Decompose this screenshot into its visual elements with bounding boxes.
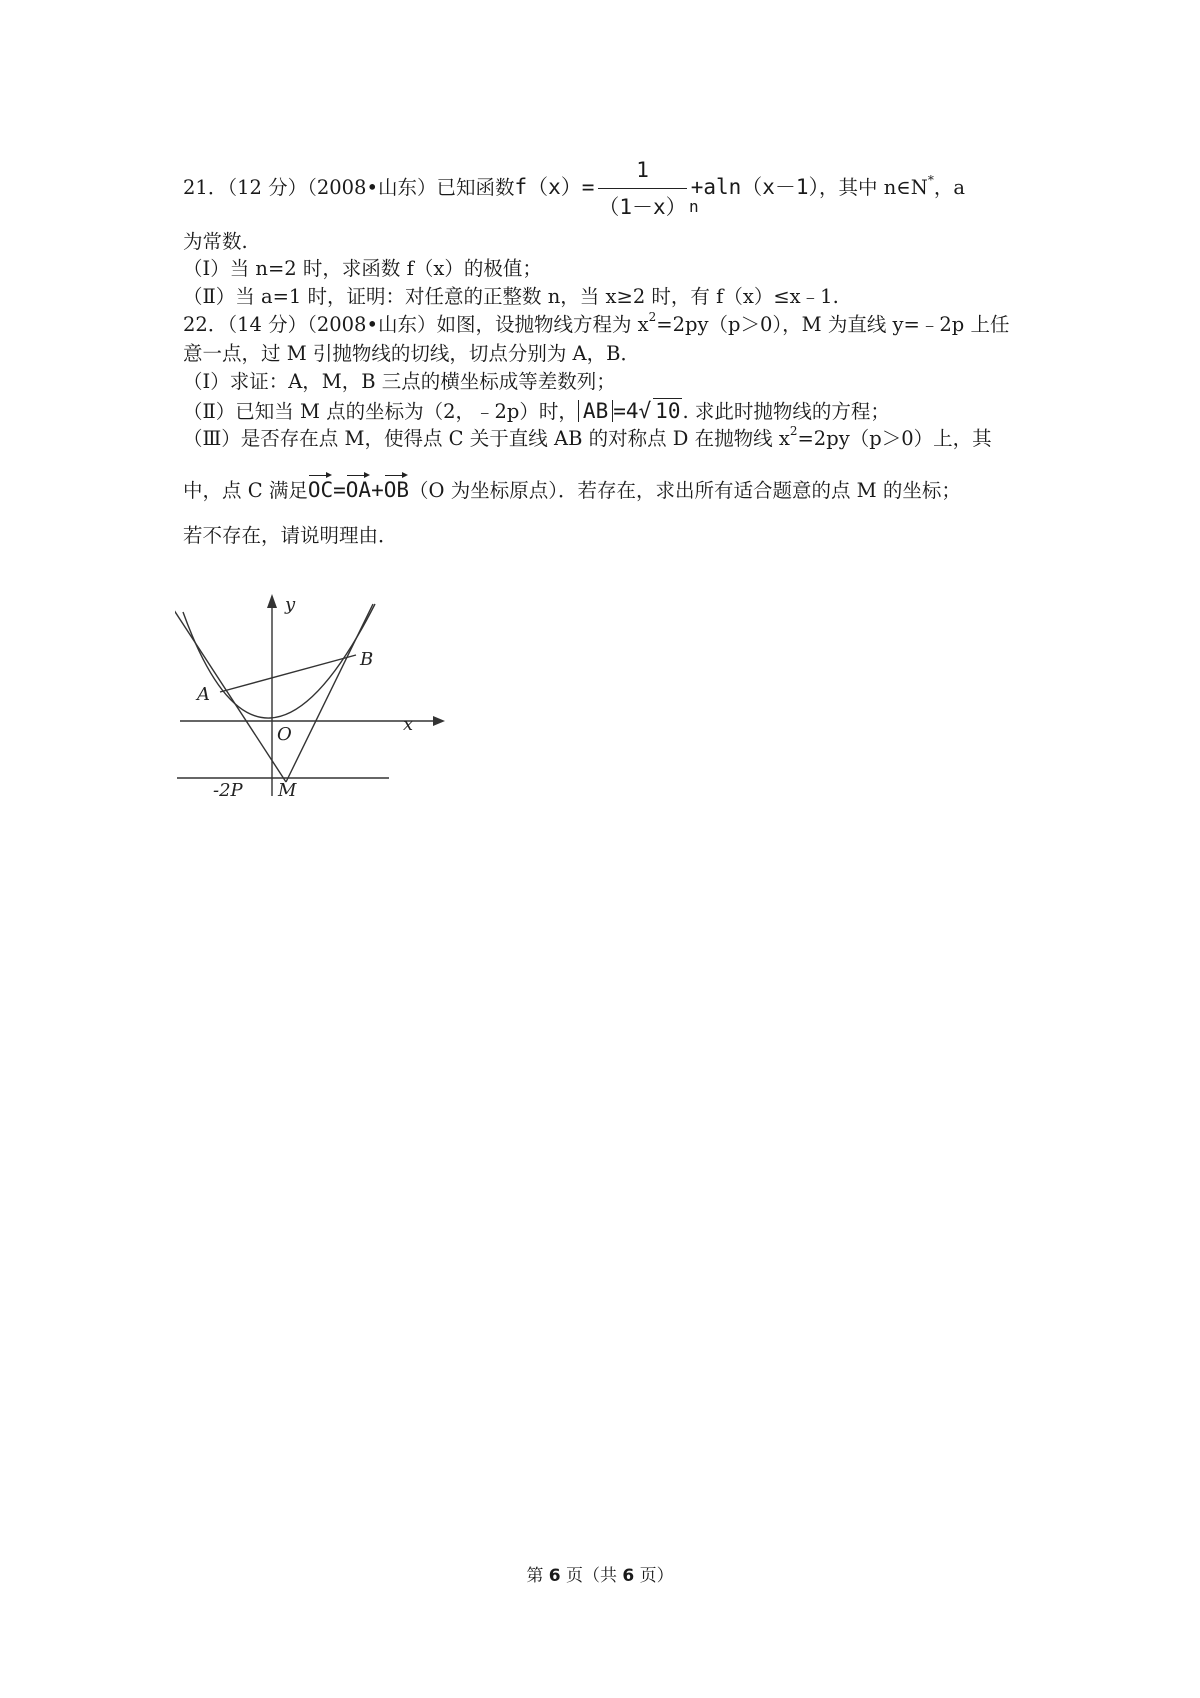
q22-sqrt-value: 10: [655, 399, 681, 423]
q22-line2: 意一点，过 M 引抛物线的切线，切点分别为 A，B．: [183, 342, 640, 365]
footer-mid: 页（共: [560, 1566, 623, 1586]
q22-line1: [183, 310, 1010, 337]
q22-line6-end: （O 为坐标原点）．若存在，求出所有适合题意的点 M 的坐标；: [409, 479, 961, 502]
q22-part3-sup: 2: [789, 424, 798, 438]
label-neg2p: -2P: [213, 780, 243, 801]
vector-equals: =: [333, 478, 346, 502]
q21-part1: （Ⅰ）当 n=2 时，求函数 f（x）的极值；: [183, 257, 542, 280]
q22-eq: =4: [613, 399, 639, 423]
q21-fraction: [598, 158, 699, 219]
q22-part3-text: （Ⅲ）是否存在点 M，使得点 C 关于直线 AB 的对称点 D 在抛物线 x: [183, 427, 790, 450]
vector-ob: OB: [384, 472, 409, 502]
q22-part2-text: （Ⅱ）已知当 M 点的坐标为（2，﹣2p）时，: [183, 400, 578, 423]
label-point-m: M: [278, 780, 297, 801]
q21-log-term: +aln（x－1）: [690, 175, 820, 199]
vector-oc: OC: [308, 472, 333, 502]
tangent-line-left: [175, 604, 286, 782]
parabola-tangent-figure: [175, 590, 475, 816]
label-origin: O: [277, 724, 292, 745]
parabola-curve: [183, 604, 375, 718]
q22-line1-end: =2py（p＞0），M 为直线 y=﹣2p 上任: [656, 313, 1010, 336]
q22-part2: [183, 398, 890, 424]
label-point-b: B: [360, 649, 374, 670]
q21-part2: （Ⅱ）当 a=1 时，证明：对任意的正整数 n，当 x≥2 时，有 f（x）≤x﹣1.: [183, 285, 839, 308]
y-axis-arrow: [267, 594, 277, 608]
footer-pre: 第: [526, 1566, 549, 1586]
vector-plus: +: [371, 478, 384, 502]
q21-stem: [183, 158, 965, 219]
q22-line6-text: 中，点 C 满足: [183, 479, 308, 502]
footer-post: 页）: [634, 1566, 674, 1586]
q22-part1: （Ⅰ）求证：A，M，B 三点的横坐标成等差数列；: [183, 370, 616, 393]
q21-tail-sup: *: [927, 173, 934, 187]
vector-oa: OA: [346, 472, 371, 502]
label-x: x: [403, 714, 414, 735]
footer-total-pages: 6: [622, 1566, 635, 1586]
q22-abs-ab: AB: [578, 400, 613, 422]
q22-part2-end: . 求此时抛物线的方程；: [682, 400, 890, 423]
q21-frac-exponent: n: [689, 197, 699, 216]
q22-line6: [183, 472, 961, 503]
q22-part3: [183, 424, 992, 451]
label-point-a: A: [197, 684, 210, 705]
q21-fx: f（x）=: [514, 175, 595, 199]
q21-line2: 为常数.: [183, 230, 248, 253]
q21-tail-end: ，a: [933, 176, 965, 199]
q21-frac-denominator: （1－x）: [598, 195, 687, 219]
footer-page-number: 6: [548, 1566, 561, 1586]
label-y: y: [285, 594, 296, 615]
page-footer: [0, 1561, 1200, 1586]
q22-line1-sup: 2: [648, 310, 657, 324]
q22-line7: 若不存在，请说明理由．: [183, 524, 398, 547]
q22-part3-end: =2py（p＞0）上，其: [797, 427, 992, 450]
q21-frac-numerator: 1: [598, 158, 686, 189]
q21-tail-text: ，其中 n∈N: [819, 176, 928, 199]
chord-ab: [220, 655, 356, 692]
x-axis-arrow: [433, 716, 445, 726]
q22-sqrt-sign: √: [638, 399, 652, 423]
q21-tail: [819, 173, 965, 199]
q22-line1-text: 22．（14 分）（2008•山东）如图，设抛物线方程为 x: [183, 313, 649, 336]
tangent-line-right: [286, 604, 373, 782]
q21-head: 21．（12 分）（2008•山东）已知函数: [183, 176, 515, 199]
